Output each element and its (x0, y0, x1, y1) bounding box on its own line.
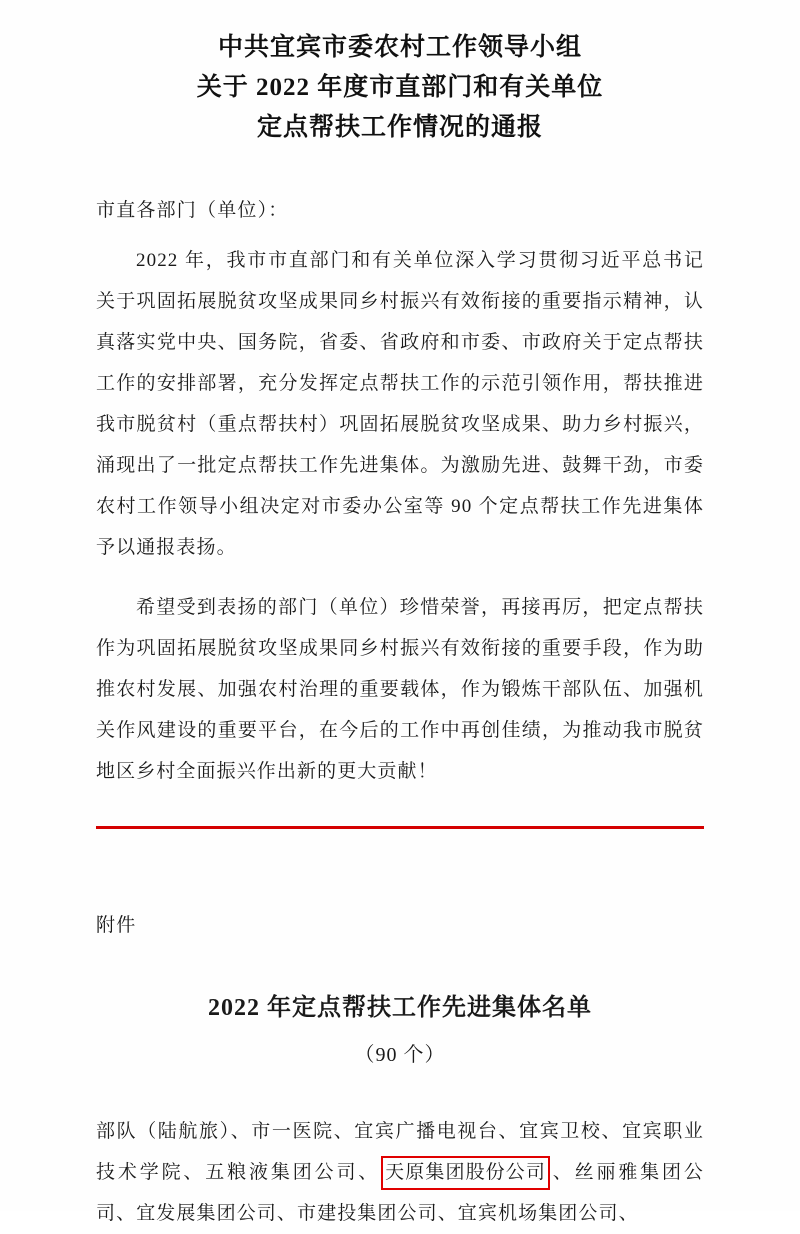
attachment-list-text (96, 1111, 704, 1234)
salutation: 市直各部门（单位）： (96, 200, 289, 221)
attachment-count: （90 个） (354, 1044, 446, 1066)
body-paragraph-1: 2022 年，我市市直部门和有关单位深入学习贯彻习近平总书记关于巩固拓展脱贫攻坚成果同乡村振兴有效衔接的重要指示精神，认真落实党中央、国务院，省委、省政府和市委、市政府关于定点帮扶工作的安排部署，充分发挥定点帮扶工作的示范引领作用，帮扶推进我市脱贫村（重点帮扶村）巩固拓展脱贫攻坚成果、助力乡村振兴，涌现出了一批定点帮扶工作先进集体。为激励先进、鼓舞干劲，市委农村工作领导小组决定对市委办公室等 90 个定点帮扶工作先进集体予以通报表扬。 (96, 250, 704, 558)
body-paragraph-2: 希望受到表扬的部门（单位）珍惜荣誉，再接再厉，把定点帮扶作为巩固拓展脱贫攻坚成果同乡村振兴有效衔接的重要手段，作为助推农村发展、加强农村治理的重要载体，作为锻炼干部队伍、加强机关作风建设的重要平台，在今后的工作中再创佳绩，为推动我市脱贫地区乡村全面振兴作出新的更大贡献！ (96, 597, 704, 782)
attachment-label: 附件 (96, 915, 137, 936)
list-text-after: 、丝丽雅集团公司、宜发展集团公司、市建投集团公司、宜宾机场集团公司、 (96, 1162, 704, 1224)
page-title-line-2: 关于 2022 年度市直部门和有关单位 (196, 74, 604, 101)
list-text-before: 部队（陆航旅）、市一医院、宜宾广播电视台、宜宾卫校、宜宾职业技术学院、五粮液集团公司、 (96, 1121, 704, 1183)
highlighted-company-name: 天原集团股份公司 (381, 1156, 550, 1190)
page-title (96, 0, 704, 148)
attachment-title: 2022 年定点帮扶工作先进集体名单 (208, 995, 592, 1021)
page-title-line-1: 中共宜宾市委农村工作领导小组 (217, 34, 582, 61)
red-divider (96, 826, 704, 829)
page-title-line-3: 定点帮扶工作情况的通报 (256, 114, 543, 141)
